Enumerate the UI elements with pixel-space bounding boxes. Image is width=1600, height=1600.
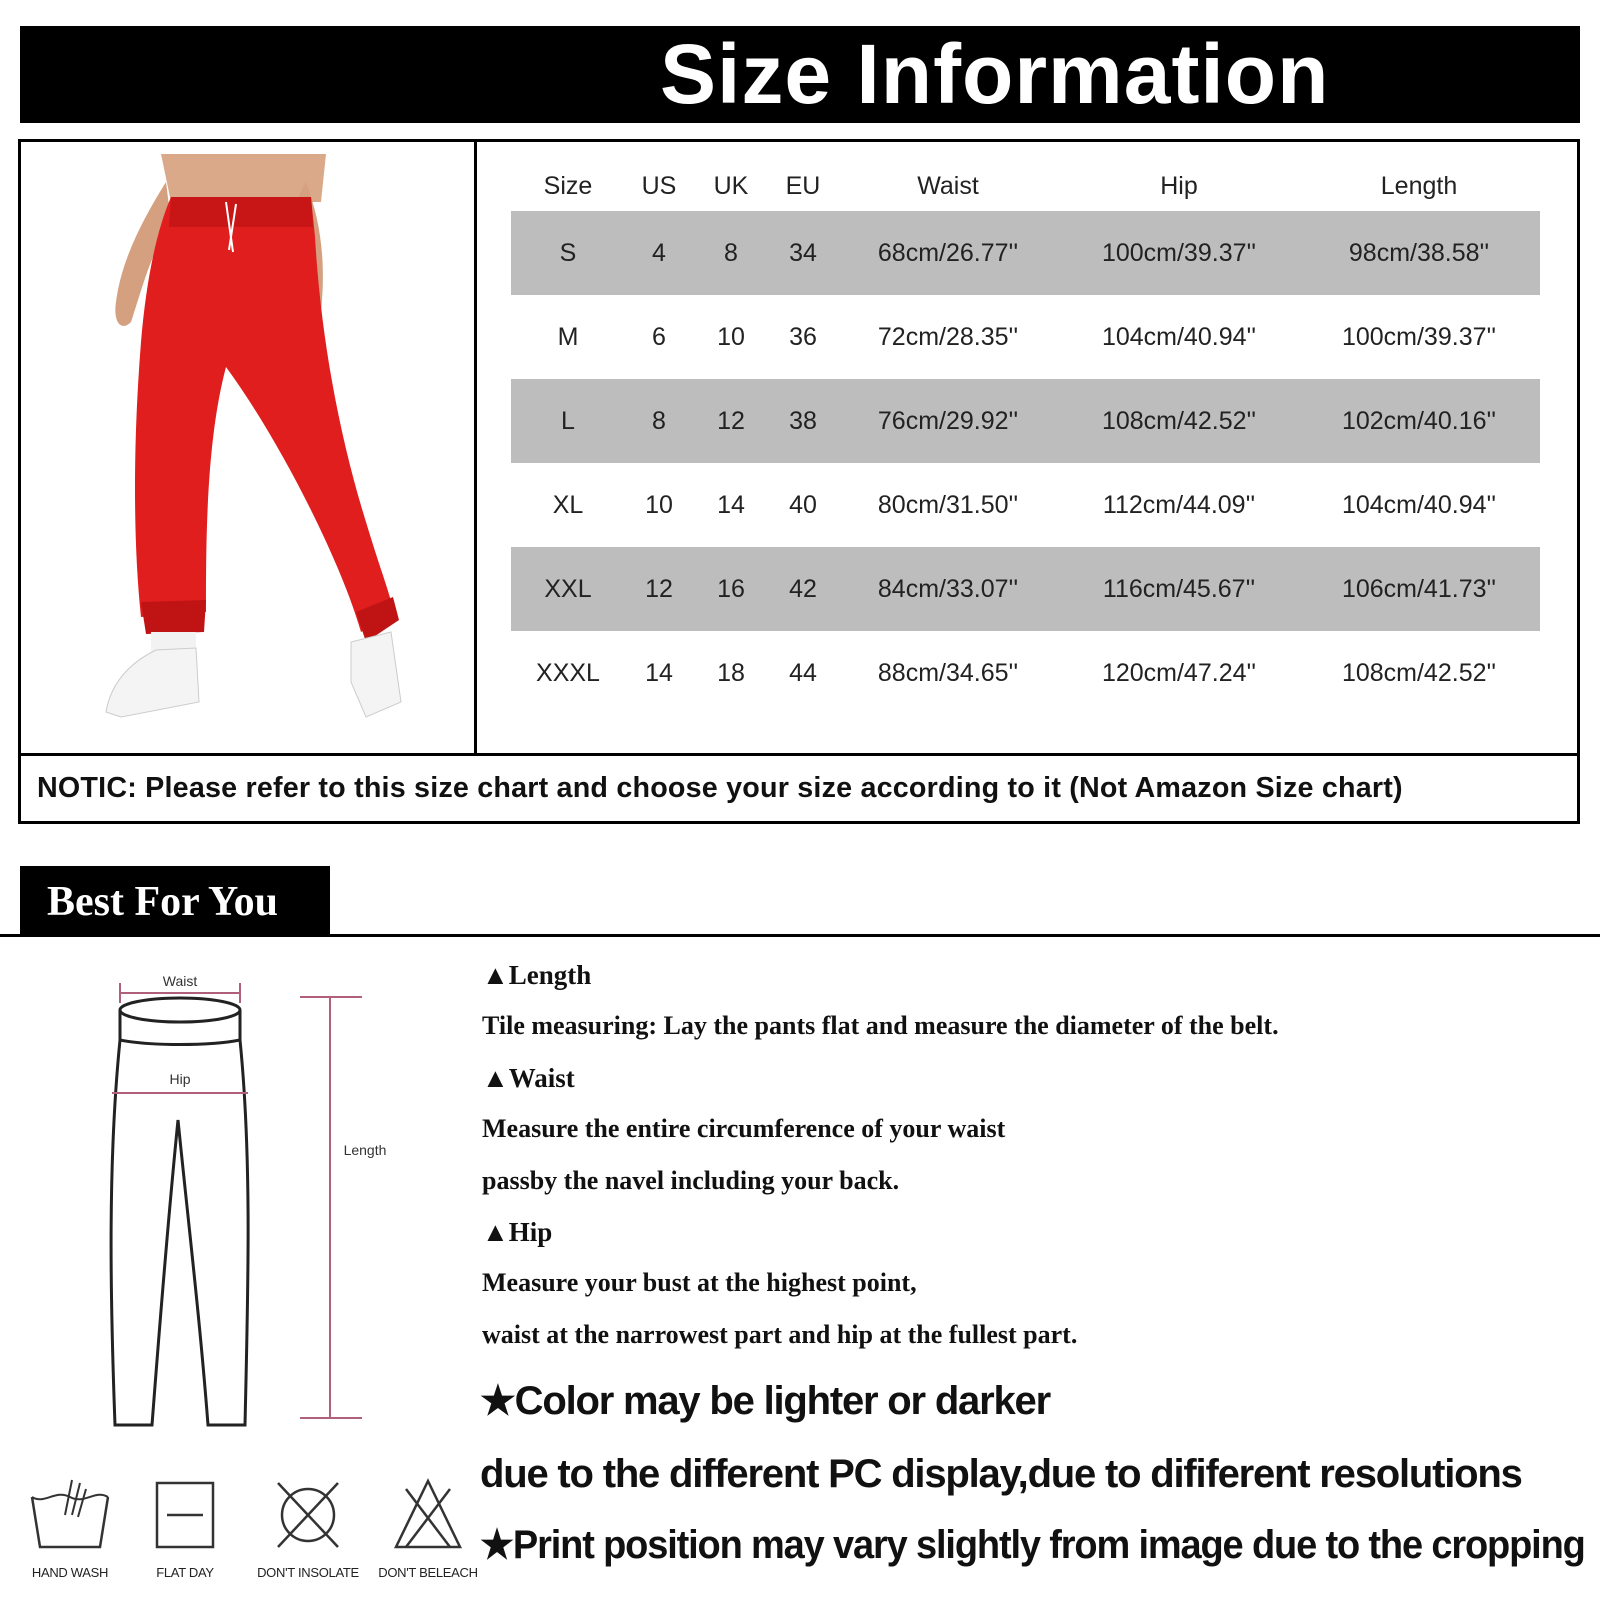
- table-cell: 76cm/29.92'': [877, 406, 1019, 435]
- table-cell: 10: [717, 322, 745, 351]
- table-cell: XL: [552, 490, 584, 519]
- best-for-you-tab: [20, 866, 330, 936]
- column-header: EU: [785, 171, 821, 200]
- length-heading: ▲Length: [482, 960, 592, 990]
- table-cell: 38: [789, 406, 817, 435]
- table-cell: 108cm/42.52'': [1341, 658, 1497, 687]
- table-cell: 14: [645, 658, 673, 687]
- table-cell: 116cm/45.67'': [1102, 574, 1256, 603]
- table-cell: 80cm/31.50'': [877, 490, 1019, 519]
- table-cell: 6: [652, 322, 666, 351]
- table-cell: 72cm/28.35'': [877, 322, 1019, 351]
- column-header: Waist: [917, 171, 979, 200]
- table-row: [511, 631, 1540, 715]
- table-cell: 104cm/40.94'': [1101, 322, 1257, 351]
- column-header: UK: [713, 171, 749, 200]
- waist-text-1: Measure the entire circumference of your waist: [482, 1114, 1006, 1143]
- dont-bleach-label: DON'T BELEACH: [378, 1565, 478, 1580]
- table-cell: L: [561, 406, 575, 435]
- dont-bleach-icon: [378, 1475, 478, 1555]
- table-cell: XXL: [544, 574, 592, 603]
- hand-wash-icon: [20, 1475, 120, 1555]
- display-note: due to the different PC display,due to dififerent resolutions: [480, 1452, 1522, 1496]
- table-cell: 8: [652, 406, 666, 435]
- dont-insolate-label: DON'T INSOLATE: [257, 1565, 359, 1580]
- table-cell: 4: [652, 238, 666, 267]
- hip-text-2: waist at the narrowest part and hip at the fullest part.: [482, 1320, 1078, 1349]
- hip-text-1: Measure your bust at the highest point,: [482, 1268, 917, 1297]
- hip-heading: ▲Hip: [482, 1217, 553, 1247]
- table-row: [511, 211, 1540, 295]
- table-cell: 12: [717, 406, 745, 435]
- table-cell: 84cm/33.07'': [877, 574, 1019, 603]
- waist-text-2: passby the navel including your back.: [482, 1166, 900, 1195]
- hand-wash-label: HAND WASH: [31, 1565, 109, 1580]
- page-title: Size Information: [660, 27, 1330, 121]
- red-jogger-pants-illustration: [21, 142, 474, 753]
- table-cell: XXXL: [536, 658, 600, 687]
- waist-heading: ▲Waist: [482, 1063, 575, 1093]
- table-cell: M: [557, 322, 579, 351]
- table-cell: 88cm/34.65'': [877, 658, 1019, 687]
- print-position-note: ★Print position may vary slightly from image due to the cropping: [480, 1523, 1585, 1567]
- table-cell: 16: [717, 574, 745, 603]
- table-cell: 68cm/26.77'': [877, 238, 1019, 267]
- size-notice: NOTIC: Please refer to this size chart and choose your size according to it (Not Amazon Size chart): [21, 753, 1577, 821]
- table-cell: 18: [717, 658, 745, 687]
- table-cell: 108cm/42.52'': [1101, 406, 1257, 435]
- product-photo: [21, 142, 477, 753]
- table-cell: 106cm/41.73'': [1341, 574, 1497, 603]
- table-row: [511, 547, 1540, 631]
- table-row: [511, 463, 1540, 547]
- table-cell: 112cm/44.09'': [1102, 490, 1256, 519]
- table-cell: 12: [645, 574, 673, 603]
- table-cell: 8: [724, 238, 738, 267]
- dont-insolate-icon: [258, 1475, 358, 1555]
- length-text: Tile measuring: Lay the pants flat and measure the diameter of the belt.: [482, 1011, 1279, 1040]
- table-cell: 100cm/39.37'': [1101, 238, 1257, 267]
- pants-measurement-diagram: [90, 960, 390, 1440]
- table-cell: 98cm/38.58'': [1348, 238, 1490, 267]
- table-row: [511, 379, 1540, 463]
- table-cell: 104cm/40.94'': [1341, 490, 1497, 519]
- table-cell: 42: [789, 574, 817, 603]
- diagram-length-label: Length: [343, 1142, 387, 1158]
- best-for-you-label: Best For You: [47, 879, 278, 925]
- table-cell: 34: [789, 238, 817, 267]
- diagram-hip-label: Hip: [169, 1071, 191, 1087]
- table-cell: 14: [717, 490, 745, 519]
- diagram-waist-label: Waist: [162, 973, 198, 989]
- table-cell: 44: [789, 658, 817, 687]
- table-cell: 100cm/39.37'': [1341, 322, 1497, 351]
- table-cell: 40: [789, 490, 817, 519]
- title-bar: [20, 26, 1580, 123]
- table-row: [511, 295, 1540, 379]
- flat-dry-label: FLAT DAY: [156, 1565, 214, 1580]
- table-header: [511, 165, 1540, 207]
- table-cell: S: [559, 238, 577, 267]
- column-header: Length: [1380, 171, 1458, 200]
- column-header: Hip: [1160, 171, 1198, 200]
- column-header: Size: [543, 171, 593, 200]
- divider: [0, 934, 1600, 937]
- table-cell: 102cm/40.16'': [1341, 406, 1497, 435]
- table-cell: 120cm/47.24'': [1101, 658, 1257, 687]
- flat-dry-icon: [135, 1475, 235, 1555]
- color-note: ★Color may be lighter or darker: [480, 1379, 1050, 1423]
- table-cell: 36: [789, 322, 817, 351]
- column-header: US: [641, 171, 677, 200]
- table-cell: 10: [645, 490, 673, 519]
